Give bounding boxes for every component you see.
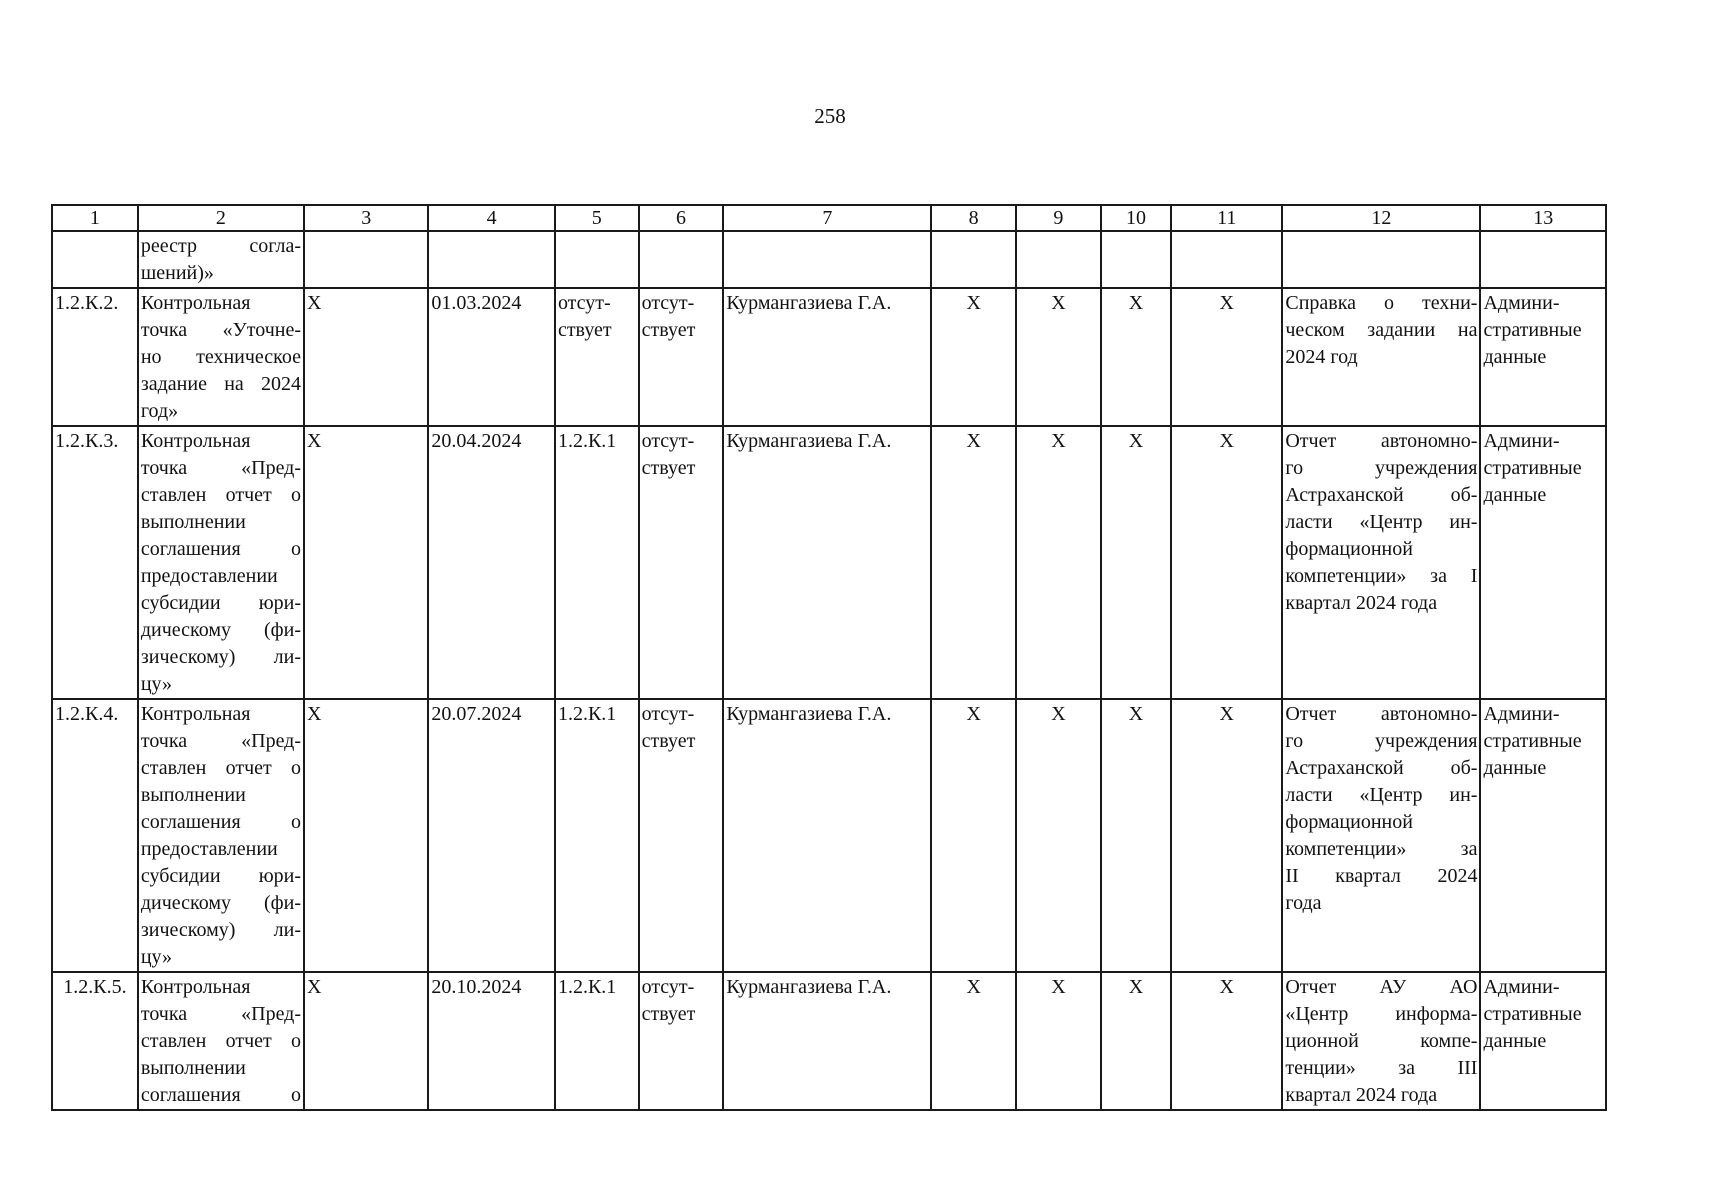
cell-line: Астраханской об- xyxy=(1285,757,1478,779)
cell-responsible: Курмангазиева Г.А. xyxy=(723,972,931,1110)
cell-responsible xyxy=(723,231,931,288)
cell-col8: Х xyxy=(931,288,1016,426)
cell-line: Отчет АУ АО xyxy=(1285,976,1478,998)
cell-col9 xyxy=(1016,231,1101,288)
cell-line: Админи- xyxy=(1483,430,1560,452)
cell-source xyxy=(1480,699,1606,972)
cell-col3: Х xyxy=(304,699,428,972)
cell-col6 xyxy=(639,426,724,699)
table-row xyxy=(52,972,1606,1110)
cell-line: Контрольная xyxy=(140,430,251,452)
cell-line: ставлен отчет о xyxy=(140,484,302,506)
cell-col10 xyxy=(1101,231,1171,288)
cell-line: точка «Пред- xyxy=(140,457,302,479)
table-row xyxy=(52,231,1606,288)
cell-number: 1.2.К.5. xyxy=(52,972,138,1110)
cell-date xyxy=(428,231,555,288)
cell-line: дическому (фи- xyxy=(140,892,302,914)
cell-responsible: Курмангазиева Г.А. xyxy=(723,288,931,426)
cell-line: ставлен отчет о xyxy=(140,757,302,779)
cell-line: ласти «Центр ин- xyxy=(1285,784,1478,806)
cell-name xyxy=(138,426,304,699)
column-header: 1 xyxy=(52,205,138,231)
cell-name xyxy=(138,231,304,288)
cell-col11 xyxy=(1171,231,1282,288)
table-row xyxy=(52,699,1606,972)
cell-line: цу» xyxy=(140,673,173,695)
table-row xyxy=(52,288,1606,426)
cell-line: тенции» за III xyxy=(1285,1057,1478,1079)
cell-line: Админи- xyxy=(1483,703,1560,725)
cell-line: реестр согла- xyxy=(140,235,302,257)
column-header: 8 xyxy=(931,205,1016,231)
cell-col3: Х xyxy=(304,426,428,699)
cell-document xyxy=(1282,699,1480,972)
cell-line: го учреждения xyxy=(1285,457,1478,479)
column-header: 12 xyxy=(1282,205,1480,231)
cell-col11: Х xyxy=(1171,699,1282,972)
cell-line: «Центр информа- xyxy=(1285,1003,1478,1025)
cell-line: Справка о техни- xyxy=(1285,292,1478,314)
cell-line: ствует xyxy=(641,457,696,479)
cell-line: субсидии юри- xyxy=(140,865,302,887)
cell-line: предоставлении xyxy=(140,838,278,860)
cell-line: стративные xyxy=(1483,457,1582,479)
column-header: 2 xyxy=(138,205,304,231)
cell-line: Контрольная xyxy=(140,292,251,314)
cell-line: зическому) ли- xyxy=(140,646,302,668)
cell-document xyxy=(1282,288,1480,426)
cell-number: 1.2.К.4. xyxy=(52,699,138,972)
cell-line: данные xyxy=(1483,757,1547,779)
cell-line: дическому (фи- xyxy=(140,619,302,641)
cell-line: ствует xyxy=(641,319,696,341)
cell-line: соглашения о xyxy=(140,811,302,833)
table-row xyxy=(52,426,1606,699)
cell-line: Админи- xyxy=(1483,292,1560,314)
cell-line: цу» xyxy=(140,946,173,968)
cell-line: 2024 год xyxy=(1285,346,1358,368)
cell-line: данные xyxy=(1483,484,1547,506)
cell-col5: 1.2.К.1 xyxy=(555,426,639,699)
cell-col9: Х xyxy=(1016,426,1101,699)
cell-line: данные xyxy=(1483,1030,1547,1052)
cell-line: квартал 2024 года xyxy=(1285,1084,1438,1106)
cell-number: 1.2.К.2. xyxy=(52,288,138,426)
cell-col6 xyxy=(639,288,724,426)
cell-name xyxy=(138,699,304,972)
column-header: 6 xyxy=(639,205,724,231)
cell-line: но техническое xyxy=(140,346,302,368)
cell-responsible: Курмангазиева Г.А. xyxy=(723,426,931,699)
cell-line: субсидии юри- xyxy=(140,592,302,614)
cell-col8: Х xyxy=(931,426,1016,699)
cell-line: II квартал 2024 xyxy=(1285,865,1478,887)
cell-source xyxy=(1480,288,1606,426)
cell-number xyxy=(52,231,138,288)
cell-line: отсут- xyxy=(641,976,695,998)
cell-line: точка «Пред- xyxy=(140,730,302,752)
cell-line: точка «Пред- xyxy=(140,1003,302,1025)
cell-line: ческом задании на xyxy=(1285,319,1478,341)
cell-line: ствует xyxy=(641,1003,696,1025)
column-header: 13 xyxy=(1480,205,1606,231)
cell-line: отсут- xyxy=(641,703,695,725)
column-header: 5 xyxy=(555,205,639,231)
header-row xyxy=(52,205,1606,231)
cell-date: 20.10.2024 xyxy=(428,972,555,1110)
cell-line: ствует xyxy=(557,319,612,341)
cell-line: Контрольная xyxy=(140,976,251,998)
cell-line: ласти «Центр ин- xyxy=(1285,511,1478,533)
cell-line: ствует xyxy=(641,730,696,752)
cell-name xyxy=(138,288,304,426)
cell-col8 xyxy=(931,231,1016,288)
cell-col6 xyxy=(639,231,724,288)
page-number: 258 xyxy=(814,104,846,128)
cell-date: 20.04.2024 xyxy=(428,426,555,699)
cell-line: отсут- xyxy=(641,292,695,314)
cell-line: Отчет автономно- xyxy=(1285,703,1478,725)
cell-line: точка «Уточне- xyxy=(140,319,302,341)
cell-line: данные xyxy=(1483,346,1547,368)
cell-line: го учреждения xyxy=(1285,730,1478,752)
cell-col5: 1.2.К.1 xyxy=(555,972,639,1110)
cell-source xyxy=(1480,972,1606,1110)
cell-col5 xyxy=(555,231,639,288)
column-header: 10 xyxy=(1101,205,1171,231)
column-header: 9 xyxy=(1016,205,1101,231)
cell-document xyxy=(1282,972,1480,1110)
cell-date: 01.03.2024 xyxy=(428,288,555,426)
cell-line: стративные xyxy=(1483,1003,1582,1025)
cell-line: стративные xyxy=(1483,730,1582,752)
plan-table xyxy=(51,204,1607,1111)
cell-line: год» xyxy=(140,400,179,422)
cell-number: 1.2.К.3. xyxy=(52,426,138,699)
cell-source xyxy=(1480,426,1606,699)
cell-line: стративные xyxy=(1483,319,1582,341)
cell-date: 20.07.2024 xyxy=(428,699,555,972)
cell-col6 xyxy=(639,699,724,972)
cell-line: компетенции» за I xyxy=(1285,565,1478,587)
cell-line: формационной xyxy=(1285,811,1413,833)
cell-line: отсут- xyxy=(557,292,611,314)
cell-col5: 1.2.К.1 xyxy=(555,699,639,972)
cell-col10: Х xyxy=(1101,426,1171,699)
column-header: 11 xyxy=(1171,205,1282,231)
cell-line: соглашения о xyxy=(140,538,302,560)
cell-col8: Х xyxy=(931,699,1016,972)
cell-line: формационной xyxy=(1285,538,1413,560)
cell-name xyxy=(138,972,304,1110)
cell-line: задание на 2024 xyxy=(140,373,302,395)
cell-line: выполнении xyxy=(140,511,246,533)
cell-line: шений)» xyxy=(140,262,214,284)
cell-document xyxy=(1282,426,1480,699)
cell-document xyxy=(1282,231,1480,288)
cell-line: Отчет автономно- xyxy=(1285,430,1478,452)
cell-line: года xyxy=(1285,892,1322,914)
column-header: 3 xyxy=(304,205,428,231)
cell-responsible: Курмангазиева Г.А. xyxy=(723,699,931,972)
cell-col11: Х xyxy=(1171,426,1282,699)
cell-line: Контрольная xyxy=(140,703,251,725)
cell-line: выполнении xyxy=(140,784,246,806)
cell-col9: Х xyxy=(1016,699,1101,972)
cell-source xyxy=(1480,231,1606,288)
cell-line: Астраханской об- xyxy=(1285,484,1478,506)
cell-col5 xyxy=(555,288,639,426)
cell-col10: Х xyxy=(1101,699,1171,972)
cell-col10: Х xyxy=(1101,288,1171,426)
cell-line: ционной компе- xyxy=(1285,1030,1478,1052)
cell-line: предоставлении xyxy=(140,565,278,587)
column-header: 7 xyxy=(723,205,931,231)
cell-line: соглашения о xyxy=(140,1084,302,1106)
cell-line: Админи- xyxy=(1483,976,1560,998)
cell-col8: Х xyxy=(931,972,1016,1110)
cell-line: выполнении xyxy=(140,1057,246,1079)
cell-line: отсут- xyxy=(641,430,695,452)
cell-line: компетенции» за xyxy=(1285,838,1478,860)
cell-col3: Х xyxy=(304,972,428,1110)
column-header: 4 xyxy=(428,205,555,231)
cell-line: зическому) ли- xyxy=(140,919,302,941)
cell-col9: Х xyxy=(1016,288,1101,426)
cell-col11: Х xyxy=(1171,972,1282,1110)
cell-col9: Х xyxy=(1016,972,1101,1110)
cell-col3: Х xyxy=(304,288,428,426)
cell-col10: Х xyxy=(1101,972,1171,1110)
cell-col11: Х xyxy=(1171,288,1282,426)
cell-line: квартал 2024 года xyxy=(1285,592,1438,614)
cell-line: ставлен отчет о xyxy=(140,1030,302,1052)
cell-col6 xyxy=(639,972,724,1110)
cell-col3 xyxy=(304,231,428,288)
